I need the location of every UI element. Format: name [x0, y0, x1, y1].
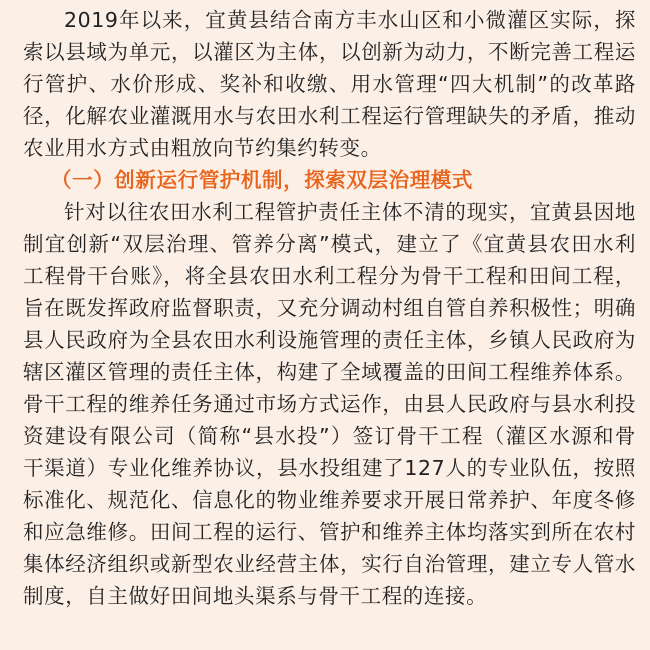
- body-paragraph: 针对以往农田水利工程管护责任主体不清的现实，宜黄县因地制宜创新“双层治理、管养分离”模式，建立了《宜黄县农田水利工程骨干台账》，将全县农田水利工程分为骨干工程和田间工程，旨在既发挥政府监督职责，又充分调动村组自管自养积极性；明确县人民政府为全县农田水利设施管理的责任主体，乡镇人民政府为辖区灌区管理的责任主体，构建了全域覆盖的田间工程维养体系。骨干工程的维养任务通过市场方式运作，由县人民政府与县水利投资建设有限公司（简称“县水投”）签订骨干工程（灌区水源和骨干渠道）专业化维养协议，县水投组建了127人的专业队伍，按照标准化、规范化、信息化的物业维养要求开展日常养护、年度冬修和应急维修。田间工程的运行、管护和维养主体均落实到所在农村集体经济组织或新型农业经营主体，实行自治管理，建立专人管水制度，自主做好田间地头渠系与骨干工程的连接。: [23, 200, 636, 608]
- intro-paragraph: 2019年以来，宜黄县结合南方丰水山区和小微灌区实际，探索以县域为单元，以灌区为主体，以创新为动力，不断完善工程运行管护、水价形成、奖补和收缴、用水管理“四大机制”的改革路径，化解农业灌溉用水与农田水利工程运行管理缺失的矛盾，推动农业用水方式由粗放向节约集约转变。: [23, 8, 636, 160]
- section-heading: （一）创新运行管护机制，探索双层治理模式: [51, 168, 473, 192]
